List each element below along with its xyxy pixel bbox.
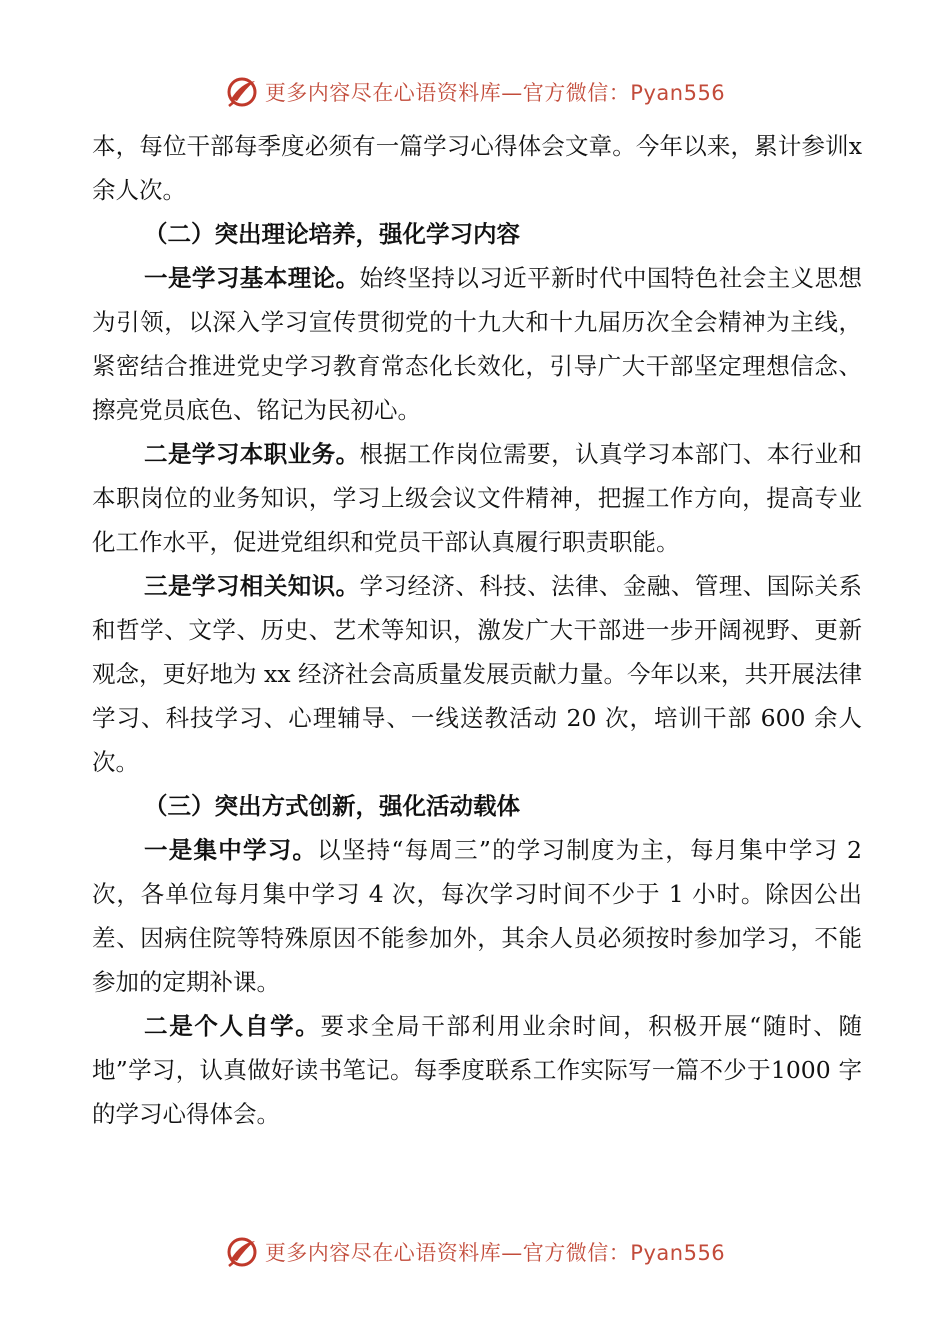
watermark-text: 更多内容尽在心语资料库—官方微信：Pyan556 bbox=[264, 81, 726, 105]
paragraph-group-study bbox=[92, 828, 862, 1004]
paragraph-job-duties bbox=[92, 432, 862, 564]
paragraph-lead: 一是学习基本理论。 bbox=[144, 264, 360, 292]
section-heading-2: （二）突出理论培养，强化学习内容 bbox=[144, 220, 520, 248]
paragraph-text: 要求全局干部利用业余时间，积极开展“随时、随地”学习，认真做好读书笔记。每季度联系工作实际写一篇不少于1000 字的学习心得体会。 bbox=[92, 1012, 863, 1128]
paragraph-related-knowledge bbox=[92, 564, 862, 784]
pen-circle-icon bbox=[225, 1235, 259, 1269]
watermark-text: 更多内容尽在心语资料库—官方微信：Pyan556 bbox=[264, 1241, 726, 1265]
paragraph-text: 根据工作岗位需要，认真学习本部门、本行业和本职岗位的业务知识，学习上级会议文件精神，把握工作方向，提高专业化工作水平，促进党组织和党员干部认真履行职责职能。 bbox=[92, 440, 863, 556]
document-body bbox=[92, 124, 862, 1136]
paragraph-lead: 二是个人自学。 bbox=[144, 1012, 321, 1040]
pen-circle-icon bbox=[225, 75, 259, 109]
paragraph-self-study bbox=[92, 1004, 862, 1136]
section-heading-3: （三）突出方式创新，强化活动载体 bbox=[144, 792, 520, 820]
paragraph-text: 始终坚持以习近平新时代中国特色社会主义思想为引领，以深入学习宣传贯彻党的十九大和十九届历次全会精神为主线，紧密结合推进党史学习教育常态化长效化，引导广大干部坚定理想信念、擦亮党员底色、铭记为民初心。 bbox=[92, 264, 863, 424]
paragraph-lead: 三是学习相关知识。 bbox=[144, 572, 360, 600]
watermark-footer bbox=[0, 1232, 950, 1272]
paragraph-basic-theory bbox=[92, 256, 862, 432]
paragraph-lead: 一是集中学习。 bbox=[144, 836, 318, 864]
paragraph-text: 学习经济、科技、法律、金融、管理、国际关系和哲学、文学、历史、艺术等知识，激发广大干部进一步开阔视野、更新观念，更好地为 xx 经济社会高质量发展贡献力量。今年以来，共开展法律学习、科技学习、心理辅导、一线送教活动 20 次，培训干部 600 余人次。 bbox=[92, 572, 863, 776]
paragraph-lead: 二是学习本职业务。 bbox=[144, 440, 360, 468]
watermark-header bbox=[0, 72, 950, 112]
paragraph-text: 以坚持“每周三”的学习制度为主，每月集中学习 2 次，各单位每月集中学习 4 次，每次学习时间不少于 1 小时。除因公出差、因病住院等特殊原因不能参加外，其余人员必须按时参加学习，不能参加的定期补课。 bbox=[92, 836, 863, 996]
paragraph-continued: 本，每位干部每季度必须有一篇学习心得体会文章。今年以来，累计参训x 余人次。 bbox=[92, 132, 862, 204]
